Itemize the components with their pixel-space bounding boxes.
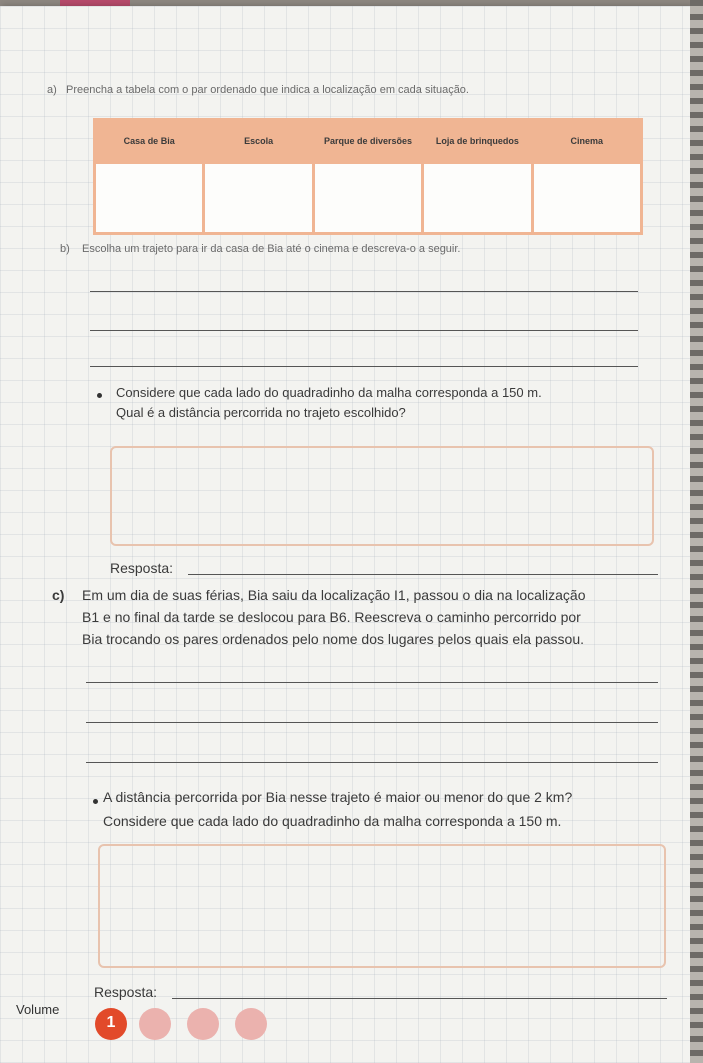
table-cell-parque[interactable] — [313, 163, 422, 234]
answer-label-1: Resposta: — [110, 560, 174, 576]
table-header-casa: Casa de Bia — [95, 120, 204, 163]
table-header-escola: Escola — [204, 120, 313, 163]
table-cell-escola[interactable] — [204, 163, 313, 234]
table-cell-loja[interactable] — [423, 163, 532, 234]
item-c-letter: c) — [52, 587, 65, 603]
answer-line-b-2[interactable] — [90, 330, 638, 331]
spiral-binding — [690, 0, 703, 1063]
calculation-box-1[interactable] — [110, 446, 654, 546]
table-cell-casa[interactable] — [95, 163, 204, 234]
bullet-c — [93, 799, 98, 804]
calculation-box-2[interactable] — [98, 844, 666, 968]
volume-circle-1 — [95, 1008, 127, 1040]
volume-circle-2 — [139, 1008, 171, 1040]
volume-circle-3 — [187, 1008, 219, 1040]
answer-line-b-3[interactable] — [90, 366, 638, 367]
bullet-c-line1: A distância percorrida por Bia nesse trajeto é maior ou menor do que 2 km? — [103, 789, 573, 805]
answer-line-c-3[interactable] — [86, 762, 658, 763]
table-header-cinema: Cinema — [532, 120, 641, 163]
answer-line-c-2[interactable] — [86, 722, 658, 723]
volume-label: Volume — [16, 1002, 60, 1017]
answer-label-2: Resposta: — [94, 984, 158, 1000]
item-a-text: Preencha a tabela com o par ordenado que indica a localização em cada situação. — [66, 84, 469, 96]
bullet-b-line2: Qual é a distância percorrida no trajeto escolhido? — [116, 405, 406, 420]
answer-line-c-1[interactable] — [86, 682, 658, 683]
item-b-text: Escolha um trajeto para ir da casa de Bia até o cinema e descreva-o a seguir. — [82, 243, 461, 255]
answer-line-b-1[interactable] — [90, 291, 638, 292]
table-header-parque: Parque de diversões — [313, 120, 422, 163]
item-b-letter: b) — [60, 243, 70, 255]
item-a-letter: a) — [47, 84, 57, 96]
worksheet-page — [0, 6, 690, 1063]
location-table — [93, 118, 643, 235]
item-c-line3: Bia trocando os pares ordenados pelo nome dos lugares pelos quais ela passou. — [82, 631, 584, 647]
item-c-line1: Em um dia de suas férias, Bia saiu da localização I1, passou o dia na localização — [82, 587, 586, 603]
table-header-loja: Loja de brinquedos — [423, 120, 532, 163]
volume-circle-4 — [235, 1008, 267, 1040]
item-c-line2: B1 e no final da tarde se deslocou para B6. Reescreva o caminho percorrido por — [82, 609, 581, 625]
table-cell-cinema[interactable] — [532, 163, 641, 234]
volume-number: 1 — [106, 1014, 116, 1031]
answer-line-1[interactable] — [188, 574, 658, 575]
bullet-b — [97, 393, 102, 398]
bullet-c-line2: Considere que cada lado do quadradinho da malha corresponda a 150 m. — [103, 813, 562, 829]
bullet-b-line1: Considere que cada lado do quadradinho da malha corresponda a 150 m. — [116, 385, 542, 400]
answer-line-2[interactable] — [172, 998, 667, 999]
